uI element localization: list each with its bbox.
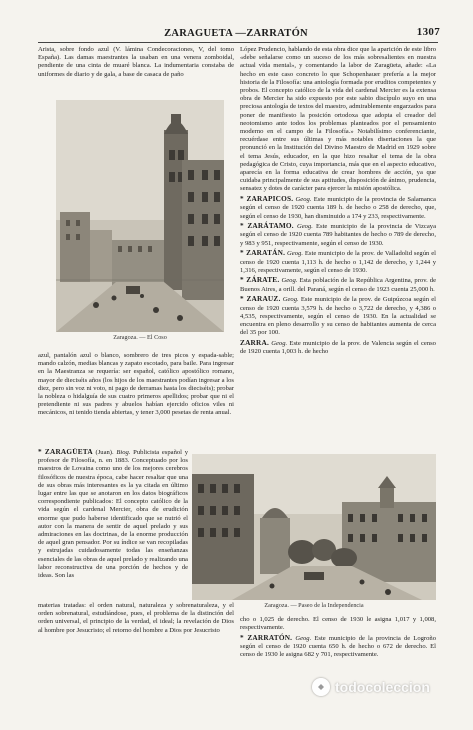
watermark-text: todocoleccion bbox=[335, 679, 430, 695]
entry-text: Publicista español y profesor de Filosofía, n. en 1883. Conceptuado por los maestros de Lovaina como uno de los mejores cerebros filosóficos de nuestra época, cabe hacer resaltar que una de sus obras más interesantes es la ya citada en último lugar entre las que se anotaron en los datos biográficos correspondiente publicados: El concepto católico de la vida según el cardenal Mercier, obra de erudición enorme que pudo haberse identificado que se nutrió el autor con la manera de sentir de aquel prelado y sus admiraciones en las doctrinas, de la enorme producción de aquel gran pensador. Por su índice se van recopiladas y estrujadas cuidadosamente todas las enseñanzas esenciales de las obras de aquel prelado y realizando una labor reconstructiva de una porción de hechos y de ideas. Son las bbox=[38, 449, 188, 580]
entry-text: Este municipio de la prov. de Valladolid según el censo de 1920 cuenta 1,113 h. de hecho o 1,142 de derecho, y 1,244 y 1,316, respectivamente, según el censo de 1930. bbox=[240, 250, 436, 274]
entry-paragraph bbox=[240, 339, 436, 356]
entry-category: Geog. bbox=[295, 196, 312, 204]
entry-headword: * ZARRATÓN. bbox=[240, 632, 293, 642]
left-column-middle bbox=[38, 352, 234, 448]
entry-text: Este municipio de la prov. de Valencia según el censo de 1920 cuenta 1,003 h. de hecho bbox=[240, 339, 436, 356]
paragraph: azul, pantalón azul o blanco, sombrero de tres picos y espada-sable; mando calzón, medias blancas y zapato escotado, para baile. Para ingresar en la Maestranza se requería: ser español, católico apostólico romano, mayor de dieciséis años (los hijos de los maestrantes podían ingresar a los diez, pero sin voz ni voto, ni pago de derramas hasta los dieciséis); probar la nobleza o hidalguía de sus cuatro primeros apellidos; probar que ni el pretendiente ni sus padres y abuelos habían ejercido oficios viles ni mecánicos, ni tenido tienda abiertas, y tener 3,000 pesetas de renta anual. bbox=[38, 352, 234, 417]
photo-caption: Zaragoza. — El Coso bbox=[113, 334, 167, 341]
watermark bbox=[312, 676, 462, 698]
left-column-bottom bbox=[38, 602, 234, 680]
photo-caption: Zaragoza. — Paseo de la Independencia bbox=[264, 602, 364, 609]
entry-text: Este municipio de la provincia de Salamanca según el censo de 1920 cuenta 189 h. de hecho o 258 de derecho, que, según el censo de 1930, han disminuido a 174 y 233, respectivamente. bbox=[240, 196, 436, 220]
paragraph: López Prudencio, hablando de esta obra dice que la aparición de este libro «debe señalarse como un suceso de los más sobresalientes en nuestra actual vida mental», y comentando la labor de Zaragüeta, añade: «La hecho en este caso concreto lo que Schopenhauer prefería a la mejor historia de la Filosofía: una antología formada por eruditos competentes y probos. El concepto católico de la vida del cardenal Mercier es la extensa obra de Mercier ha sido expuesto por este sabio discípulo suyo en una preciosa antología de textos del maestro, admirablemente engarzados para poner de manifiesto la posición ortodoxa que adopta el creador del neotomismo ante todos los problemas planteados por el pensamiento moderno en el campo de la Filosofía.» Notabilísimo conferenciante, recuérdase entre sus últimas y más notables disertaciones la que pronunció en la Institución del Divino Maestro de Madrid en 1929 sobre el tema Jesús, educador, en la que hizo resaltar el tema de la obra pedagógica de Cristo, cuya importancia, más que en el aspecto educativo, aparecía en la forma educativa de crear hombres de acción, ya que cuidaba principalmente de sus aptitudes, disposición de ánimo, prudencia, sensatez y dotes de carácter para ejercer la misión apostólica. bbox=[240, 46, 436, 193]
entry-headword: * ZARÁTAMO. bbox=[240, 221, 294, 231]
paragraph: Arista, sobre fondo azul (V. lámina Condecoraciones, V, del tomo España). Las damas maestrantes la usaban en una venera zomboidal, pendiente de una cinta de muaré blanca. La indumentaria constaba de uniformes de diario y de gala, a base de casaca de paño bbox=[38, 46, 234, 78]
entry-text: Este municipio de la prov. de Guipúzcoa según el censo de 1920 cuenta 3,579 h. de hecho o 3,722 de derecho, y 4,386 o 4,535, respectivamente, según el censo de 1930. En la actualidad se encuentra en pleno desarrollo y su censo de habitantes aumenta de cerca del 35 por 100. bbox=[240, 296, 436, 337]
entry-text: Este municipio de la provincia de Vizcaya según el censo de 1920 cuenta 789 habitantes de hecho o 789 de derecho, y 983 y 951, respectivamente, según el censo de 1930. bbox=[240, 223, 436, 247]
running-title: ZARAGUETA —ZARRATÓN bbox=[164, 28, 308, 39]
page-header bbox=[38, 26, 440, 42]
entry-zaragueta bbox=[38, 448, 188, 602]
entry-headword: * ZÁRATE. bbox=[240, 275, 280, 285]
photo-el-coso bbox=[56, 100, 224, 332]
right-column-bottom bbox=[240, 616, 436, 680]
right-column-top bbox=[240, 46, 436, 448]
gazetteer-entries bbox=[240, 195, 436, 356]
entry-text: Este municipio de la provincia de Logroño según el censo de 1920 cuenta 650 h. de hecho o 672 de derecho. El censo de 1930 le asigna 682 y 701, respectivamente. bbox=[240, 634, 436, 659]
boulevard-photo-illustration bbox=[192, 454, 436, 600]
paragraph: materias tratadas: el orden natural, naturaleza y sobrenaturaleza, y el orden sobrenatural, estudiándose, pues, el problema de la distinción del orden universal, el principio de la verdad, el ideal; la revelación de Dios al hombre por Jesucristo; el retorno del hombre a Dios por Jesucristo bbox=[38, 602, 234, 634]
entry-text: Esta población de la República Argentina, prov. de Buenos Aires, a orill. del Paraná, según el censo de 1923 cuenta 25,000 h. bbox=[240, 277, 436, 293]
entry-name: (Juan). bbox=[95, 449, 114, 456]
entry-category: Geog. bbox=[282, 296, 299, 304]
entry-headword: * ZARAUZ. bbox=[240, 294, 281, 304]
entry-category: Geog. bbox=[271, 339, 288, 347]
entry-paragraph bbox=[38, 448, 188, 580]
entry-paragraph bbox=[240, 249, 436, 275]
entry-paragraph bbox=[240, 222, 436, 248]
header-rule bbox=[38, 42, 438, 43]
entry-paragraph bbox=[240, 195, 436, 221]
street-photo-illustration bbox=[56, 100, 224, 332]
photo-paseo-independencia bbox=[192, 454, 436, 600]
left-column-top bbox=[38, 46, 234, 100]
entry-paragraph bbox=[240, 295, 436, 337]
entry-category: Biog. bbox=[116, 449, 131, 456]
entry-category: Geog. bbox=[295, 634, 312, 642]
entry-headword: * ZARATÁN. bbox=[240, 248, 286, 258]
entry-headword: * ZARAPICOS. bbox=[240, 194, 294, 204]
entry-zarraton bbox=[240, 634, 436, 660]
entry-paragraph bbox=[240, 276, 436, 293]
page-number: 1307 bbox=[416, 26, 440, 38]
entry-category: Geog. bbox=[281, 277, 298, 285]
paragraph: cho o 1,025 de derecho. El censo de 1930 le asigna 1,017 y 1,008, respectivamente. bbox=[240, 616, 436, 632]
watermark-logo-icon bbox=[312, 678, 330, 696]
entry-category: Geog. bbox=[296, 223, 313, 231]
entry-headword: ZARRA. bbox=[240, 337, 269, 347]
entry-category: Geog. bbox=[287, 250, 303, 258]
entry-headword: * ZARAGÜETA bbox=[38, 448, 93, 456]
